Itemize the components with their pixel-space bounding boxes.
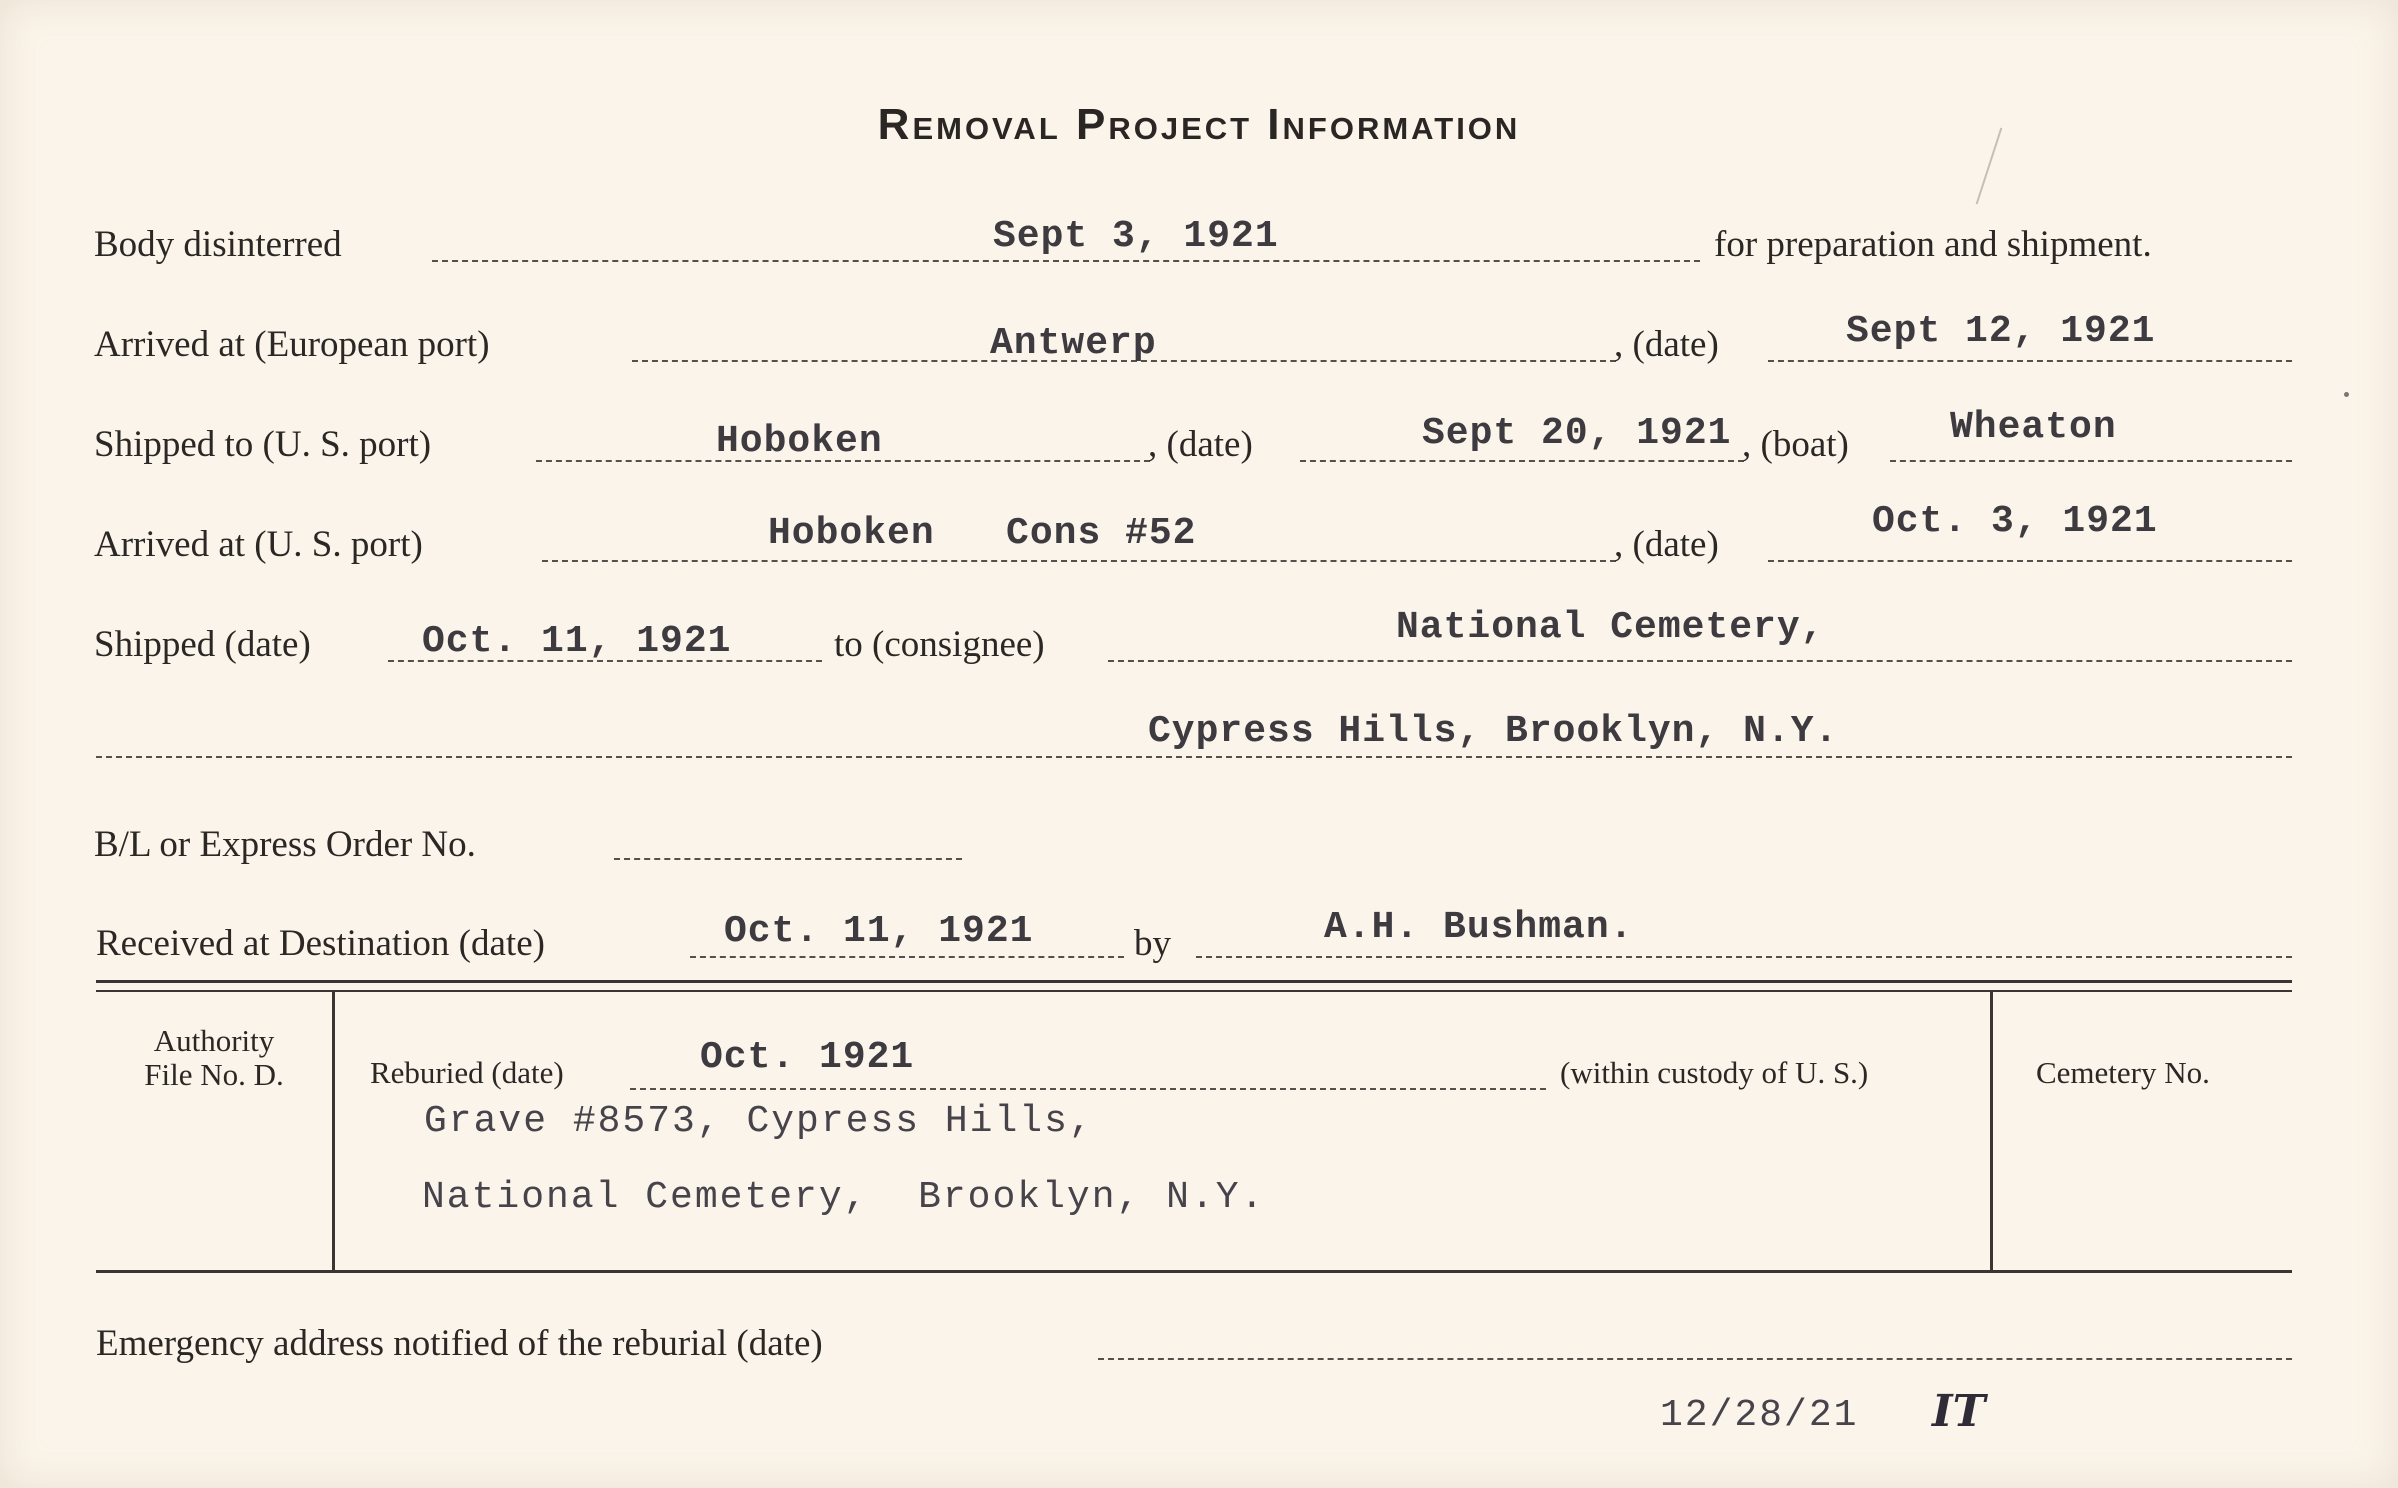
label-received-destination: Received at Destination (date) [96, 923, 545, 964]
line-arrived-us-date [1768, 560, 2292, 562]
label-boat: , (boat) [1742, 424, 1849, 465]
line-emergency [1098, 1358, 2292, 1360]
line-consignee [1108, 660, 2292, 662]
line-bl-order [614, 858, 962, 860]
line-arrived-us-port [542, 560, 1616, 562]
value-arrived-us-date: Oct. 3, 1921 [1872, 500, 2158, 543]
value-footer-date: 12/28/21 [1660, 1394, 1859, 1437]
label-reburied-date: Reburied (date) [370, 1055, 564, 1090]
value-consignee-line2: Cypress Hills, Brooklyn, N.Y. [1148, 710, 1839, 753]
label-body-disinterred: Body disinterred [94, 224, 342, 265]
value-grave-line2: National Cemetery, Brooklyn, N.Y. [422, 1176, 1266, 1219]
label-arrived-us-date: , (date) [1614, 524, 1719, 565]
value-received-by: A.H. Bushman. [1324, 906, 1634, 949]
value-european-date: Sept 12, 1921 [1846, 310, 2156, 353]
line-reburied-date [630, 1088, 1546, 1090]
line-european-date [1768, 360, 2292, 362]
initials-signature: IT [1932, 1386, 1986, 1437]
label-bl-order: B/L or Express Order No. [94, 824, 476, 865]
line-boat [1890, 460, 2292, 462]
value-arrived-us-port: Hoboken Cons #52 [768, 512, 1197, 555]
line-disinterred [432, 260, 1700, 262]
value-grave-line1: Grave #8573, Cypress Hills, [424, 1100, 1094, 1143]
label-within-custody: (within custody of U. S.) [1560, 1055, 1869, 1090]
speck [2344, 392, 2349, 397]
box-top-rule [96, 980, 2292, 983]
box-top-rule-2 [96, 990, 2292, 992]
value-reburied-date: Oct. 1921 [700, 1036, 915, 1079]
line-shipped-date [1300, 460, 1744, 462]
label-authority: Authority [153, 1023, 275, 1058]
label-file-no: File No. D. [144, 1057, 284, 1092]
value-shipped-date-row: Oct. 11, 1921 [422, 620, 732, 663]
label-preparation: for preparation and shipment. [1714, 224, 2152, 265]
label-emergency-address: Emergency address notified of the reburial (date) [96, 1323, 823, 1364]
line-consignee-continued [96, 756, 2292, 758]
line-received-by [1196, 956, 2292, 958]
label-arrived-european: Arrived at (European port) [94, 324, 490, 365]
label-cemetery-no: Cemetery No. [2036, 1055, 2210, 1090]
box-divider-left [332, 992, 335, 1270]
label-consignee: to (consignee) [834, 624, 1045, 665]
value-disinterred-date: Sept 3, 1921 [993, 215, 1279, 258]
line-received-date [690, 956, 1124, 958]
authority-block [96, 1024, 332, 1092]
card-title: Removal Project Information [877, 100, 1521, 149]
box-bottom-rule [96, 1270, 2292, 1273]
label-european-date: , (date) [1614, 324, 1719, 365]
value-shipped-date: Sept 20, 1921 [1422, 412, 1732, 455]
value-european-port: Antwerp [990, 322, 1157, 365]
value-received-date: Oct. 11, 1921 [724, 910, 1034, 953]
value-boat: Wheaton [1950, 406, 2117, 449]
label-shipped-date-row: Shipped (date) [94, 624, 311, 665]
label-shipped-date: , (date) [1148, 424, 1253, 465]
value-shipped-us-port: Hoboken [716, 420, 883, 463]
value-consignee: National Cemetery, [1396, 606, 1825, 649]
box-divider-right [1990, 992, 1993, 1270]
label-shipped-us-port: Shipped to (U. S. port) [94, 424, 432, 465]
label-arrived-us-port: Arrived at (U. S. port) [94, 524, 423, 565]
label-by: by [1134, 923, 1171, 964]
